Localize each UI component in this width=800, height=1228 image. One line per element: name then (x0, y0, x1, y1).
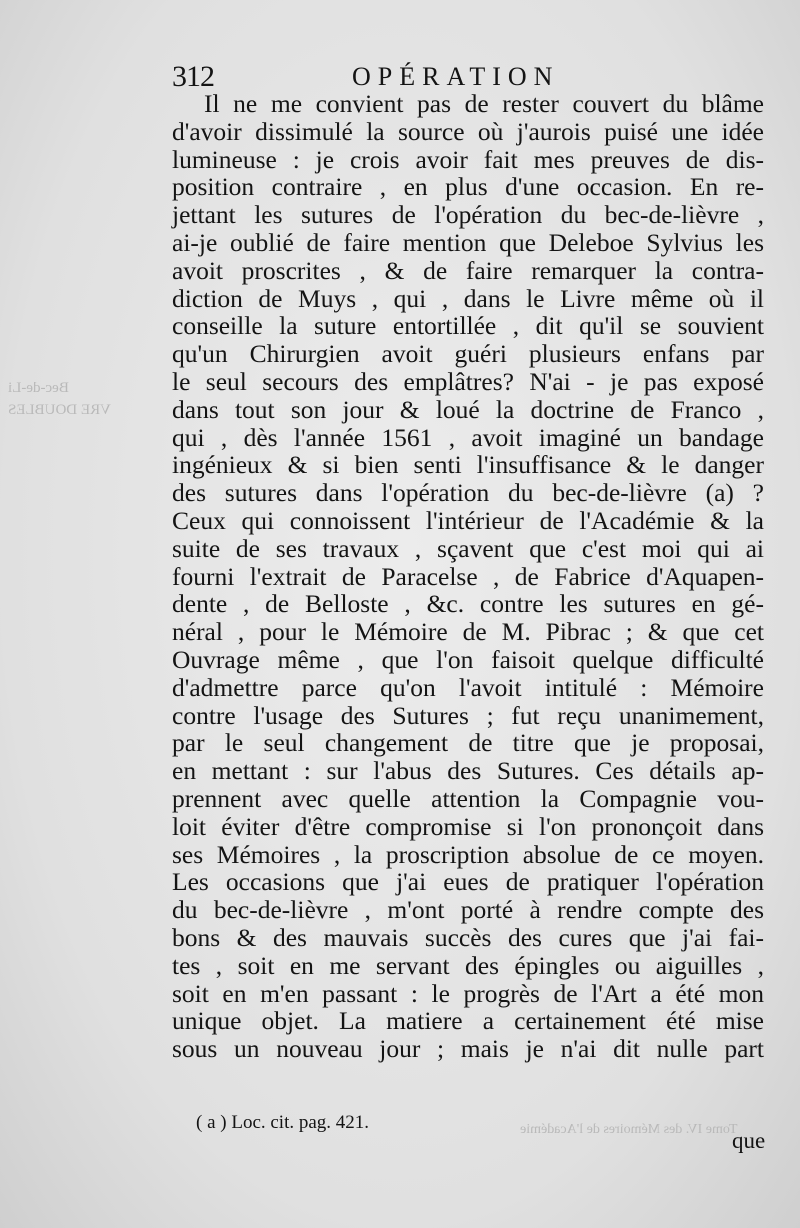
text-line: Ouvrage même , que l'on faisoit quelque difficulté (172, 644, 764, 674)
text-line: ingénieux & si bien senti l'insuffisance & le danger (172, 450, 764, 480)
text-line: dente , de Belloste , &c. contre les sutures en gé- (172, 589, 764, 619)
text-line: diction de Muys , qui , dans le Livre même où il (172, 283, 764, 313)
text-line: d'avoir dissimulé la source où j'aurois puisé une idée (172, 116, 764, 146)
text-line: du bec-de-lièvre , m'ont porté à rendre compte des (172, 895, 764, 925)
text-line: position contraire , en plus d'une occasion. En re- (172, 172, 764, 202)
text-line: loit éviter d'être compromise si l'on prononçoit dans (172, 811, 764, 841)
running-title: OPÉRATION (352, 62, 560, 91)
page-number: 312 (172, 60, 214, 93)
text-line: suite de ses travaux , sçavent que c'est moi qui ai (172, 533, 764, 563)
text-line: par le seul changement de titre que je proposai, (172, 728, 764, 758)
text-line: jettant les sutures de l'opération du bec-de-lièvre , (172, 200, 764, 230)
text-line: prennent avec quelle attention la Compagnie vou- (172, 783, 764, 813)
text-line: lumineuse : je crois avoir fait mes preuves de dis- (172, 144, 764, 174)
text-line: contre l'usage des Sutures ; fut reçu unanimement, (172, 700, 764, 730)
show-through-text: Bec-de-Li (8, 380, 69, 396)
text-line: le seul secours des emplâtres? N'ai - je pas exposé (172, 366, 764, 396)
text-line: Il ne me convient pas de rester couvert du blâme (204, 89, 764, 118)
text-line: conseille la suture entortillée , dit qu'il se souvient (172, 311, 764, 341)
body-text (172, 90, 764, 1063)
text-line: soit en m'en passant : le progrès de l'Art a été mon (172, 978, 764, 1008)
text-line: ai-je oublié de faire mention que Deleboe Sylvius les (172, 227, 764, 257)
text-line: néral , pour le Mémoire de M. Pibrac ; & que cet (172, 617, 764, 647)
text-line: des sutures dans l'opération du bec-de-lièvre (a) ? (172, 478, 764, 508)
text-line: qu'un Chirurgien avoit guéri plusieurs enfans par (172, 339, 764, 369)
text-line: en mettant : sur l'abus des Sutures. Ces détails ap- (172, 756, 764, 786)
text-line: fourni l'extrait de Paracelse , de Fabrice d'Aquapen- (172, 561, 764, 591)
text-line: avoit proscrites , & de faire remarquer la contra- (172, 255, 764, 285)
text-line: bons & des mauvais succès des cures que j'ai fai- (172, 922, 764, 952)
show-through-text: VRE DOUBLES (8, 402, 111, 418)
text-line: sous un nouveau jour ; mais je n'ai dit nulle part (172, 1034, 764, 1064)
footnote: ( a ) Loc. cit. pag. 421. (196, 1112, 370, 1133)
text-line: d'admettre parce qu'on l'avoit intitulé : Mémoire (172, 672, 764, 702)
text-line: ses Mémoires , la proscription absolue de ce moyen. (172, 839, 764, 869)
text-line: dans tout son jour & loué la doctrine de Franco , (172, 394, 764, 424)
text-line: qui , dès l'année 1561 , avoit imaginé un bandage (172, 422, 764, 452)
show-through-text: Tome IV. des Mémoires de l'Académie (520, 1122, 738, 1137)
catchword: que (732, 1128, 766, 1153)
text-line: tes , soit en me servant des épingles ou aiguilles , (172, 950, 764, 980)
text-line: Ceux qui connoissent l'intérieur de l'Académie & la (172, 505, 764, 535)
text-line: Les occasions que j'ai eues de pratiquer l'opération (172, 867, 764, 897)
text-line: unique objet. La matiere a certainement été mise (172, 1006, 764, 1036)
